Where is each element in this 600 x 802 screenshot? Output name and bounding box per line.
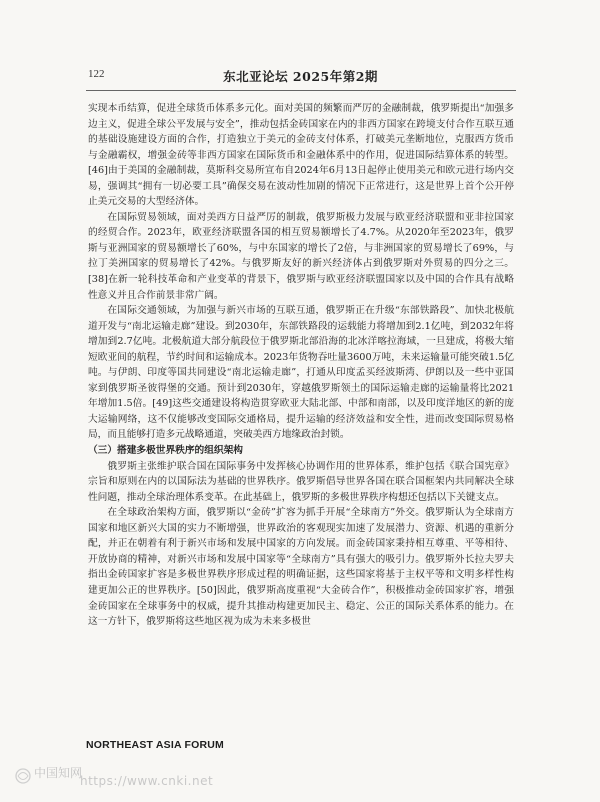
cnki-watermark	[12, 757, 262, 797]
header-rule	[86, 90, 516, 91]
cnki-logo-icon	[12, 765, 34, 787]
footer-brand: NORTHEAST ASIA FORUM	[86, 739, 224, 751]
paragraph-brics: 在全球政治架构方面，俄罗斯以“金砖”扩容为抓手开展“全球南方”外交。俄罗斯认为全球南方国家和地区新兴大国的实力不断增强，世界政治的客观现实加速了发展潜力、资源、机遇的重新分配，并正在朝着有利于新兴市场和发展中国家的方向发展。而金砖国家秉持相互尊重、平等相待、开放协商的精神，对新兴市场和发展中国家等“全球南方”具有强大的吸引力。俄罗斯外长拉夫罗夫指出金砖国家扩容是多极世界秩序形成过程的明确证据，这些国家将基于主权平等和文明多样性构建更加公正的世界秩序。[50]因此，俄罗斯高度重视“大金砖合作”，积极推动金砖国家扩容，增强金砖国家在全球事务中的权威，提升其推动构建更加民主、稳定、公正的国际关系体系的能力。在这一方针下，俄罗斯将这些地区视为成为未来多极世	[88, 507, 514, 628]
watermark-url: https://www.cnki.net	[80, 774, 214, 788]
page-number: 122	[88, 68, 105, 80]
paragraph-trade: 在国际贸易领域，面对美西方日益严厉的制裁，俄罗斯极力发展与欧亚经济联盟和亚非拉国家的经贸合作。2023年，欧亚经济联盟各国的相互贸易额增长了4.7%。从2020年至2023年，俄罗斯与亚洲国家的贸易额增长了60%，与中东国家的增长了2倍，与非洲国家的贸易增长了69%，与拉丁美洲国家的贸易增长了42%。与俄罗斯友好的新兴经济体占到俄罗斯对外贸易的四分之三。[38]在新一轮科技革命和产业变革的背景下，俄罗斯与欧亚经济联盟国家以及中国的合作具有战略性意义并且合作前景非常广阔。	[88, 211, 514, 301]
journal-title: 东北亚论坛 2025年第2期	[223, 69, 378, 84]
watermark-site-name: 中国知网	[34, 766, 83, 780]
section-heading: （三）搭建多极世界秩序的组织架构	[88, 445, 243, 457]
paragraph-transport: 在国际交通领域，为加强与新兴市场的互联互通，俄罗斯正在升级“东部铁路段”、加快北极航道开发与“南北运输走廊”建设。到2030年，东部铁路段的运载能力将增加到2.1亿吨，到2032年将增加到2.7亿吨。北极航道大部分航段位于俄罗斯北部沿海的北冰洋喀拉海域，一旦建成，将极大缩短欧亚间的航程，节约时间和运输成本。2023年货物吞吐量3600万吨，未来运输量可能突破1.5亿吨。与伊朗、印度等国共同建设“南北运输走廊”，打通从印度孟买经波斯湾、伊朗以及一些中亚国家到俄罗斯圣彼得堡的交通。预计到2030年，穿越俄罗斯领土的国际运输走廊的运输量将比2021年增加1.5倍。[49]这些交通建设将构造贯穿欧亚大陆北部、中部和南部，以及印度洋地区的新的庞大运输网络，这不仅能够改变国际交通格局，提升运输的经济效益和安全性，进而改变国际贸易格局，而且能够打造多元战略通道，突破美西方地缘政治封锁。	[88, 305, 514, 441]
paragraph-finance-continued: 实现本币结算，促进全球货币体系多元化。面对美国的频繁而严厉的金融制裁，俄罗斯提出“加强多边主义，促进全球公平发展与安全”，推动包括金砖国家在内的非西方国家在跨境支付合作互联互通的基础设施建设方面的合作，打造独立于美元的金砖支付体系，打破美元垄断地位，克服西方货币与金融霸权，增强金砖等非西方国家在国际货币和金融体系中的作用，促进国际结算体系的转型。[46]由于美国的金融制裁，莫斯科交易所宣布自2024年6月13日起停止使用美元和欧元进行场内交易，强调其“拥有一切必要工具”确保交易在波动性加剧的情况下正常进行，这是世界上首个公开停止美元交易的大型经济体。	[88, 103, 514, 208]
article-body	[88, 101, 514, 630]
page-header	[88, 68, 513, 88]
paragraph-un-system: 俄罗斯主张维护联合国在国际事务中发挥核心协调作用的世界体系，维护包括《联合国宪章》宗旨和原则在内的以国际法为基础的世界秩序。俄罗斯倡导世界各国在联合国框架内共同解决全球性问题，推动全球治理体系变革。在此基础上，俄罗斯的多极世界秩序构想还包括以下关键支点。	[88, 460, 514, 503]
